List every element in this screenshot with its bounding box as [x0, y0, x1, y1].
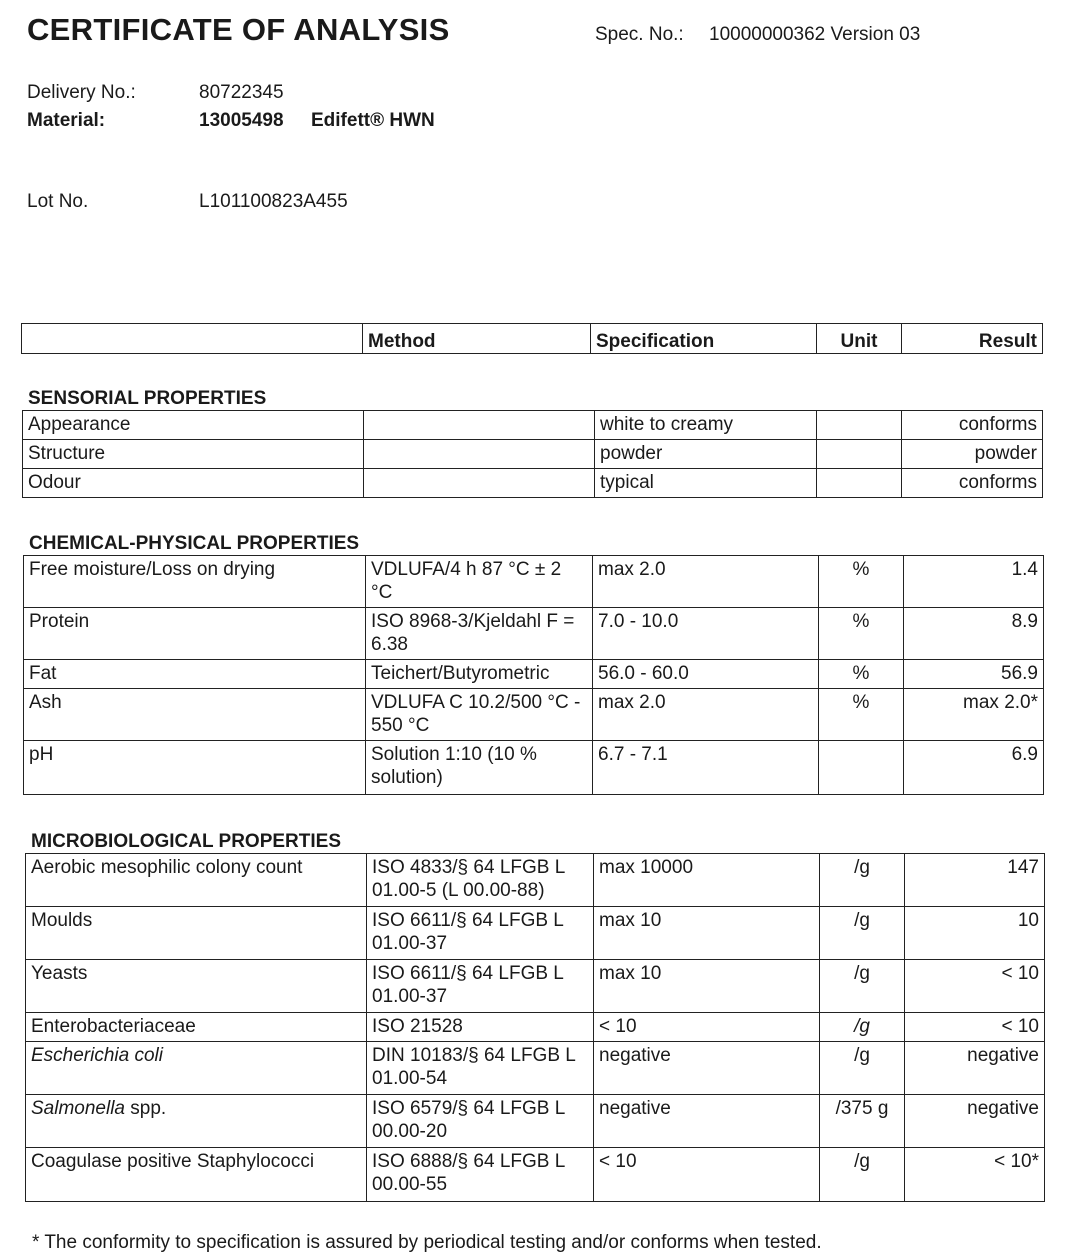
- property-name: Coagulase positive Staphylococci: [26, 1148, 367, 1202]
- spec-cell: max 10: [594, 907, 820, 960]
- method-cell: VDLUFA/4 h 87 °C ± 2 °C: [366, 556, 593, 608]
- spec-no-value: 10000000362 Version 03: [709, 24, 921, 45]
- unit-cell: /375 g: [820, 1095, 905, 1148]
- method-cell: [364, 411, 595, 440]
- result-cell: 147: [905, 854, 1045, 907]
- unit-cell: [817, 440, 902, 469]
- spec-cell: < 10: [594, 1013, 820, 1042]
- spec-cell: < 10: [594, 1148, 820, 1202]
- material-name: Edifett® HWN: [311, 110, 435, 131]
- method-cell: [364, 440, 595, 469]
- table-row: [26, 854, 1045, 907]
- col-empty: [22, 324, 363, 354]
- property-name: Enterobacteriaceae: [26, 1013, 367, 1042]
- spec-cell: typical: [595, 469, 817, 498]
- result-cell: < 10*: [905, 1148, 1045, 1202]
- spec-cell: powder: [595, 440, 817, 469]
- result-cell: conforms: [902, 411, 1043, 440]
- unit-cell: /g: [820, 960, 905, 1013]
- method-cell: [364, 469, 595, 498]
- col-unit: Unit: [817, 324, 902, 354]
- spec-cell: 6.7 - 7.1: [593, 741, 819, 795]
- table-row: [24, 556, 1044, 608]
- material-label: Material:: [27, 110, 106, 131]
- table-row: [26, 1095, 1045, 1148]
- section-title-micro: MICROBIOLOGICAL PROPERTIES: [31, 831, 342, 852]
- property-name-italic: Salmonella: [31, 1098, 125, 1119]
- spec-cell: max 10: [594, 960, 820, 1013]
- result-cell: negative: [905, 1042, 1045, 1095]
- table-row: [26, 907, 1045, 960]
- delivery-label: Delivery No.:: [27, 82, 136, 103]
- result-cell: 8.9: [904, 608, 1044, 660]
- method-cell: ISO 6611/§ 64 LFGB L 01.00-37: [367, 960, 594, 1013]
- property-name: Yeasts: [26, 960, 367, 1013]
- delivery-value: 80722345: [199, 82, 284, 103]
- unit-cell: /g: [820, 907, 905, 960]
- property-name-suffix: spp.: [125, 1098, 167, 1119]
- spec-cell: max 10000: [594, 854, 820, 907]
- property-name: [26, 1095, 367, 1148]
- chemical-table: [23, 555, 1044, 795]
- property-name: Appearance: [23, 411, 364, 440]
- property-name: Ash: [24, 689, 366, 741]
- table-row: [26, 960, 1045, 1013]
- column-header-table: [21, 323, 1043, 354]
- micro-table: [25, 853, 1045, 1202]
- unit-cell: /g: [820, 1013, 905, 1042]
- spec-cell: max 2.0: [593, 556, 819, 608]
- method-cell: ISO 8968-3/Kjeldahl F = 6.38: [366, 608, 593, 660]
- spec-cell: white to creamy: [595, 411, 817, 440]
- property-name: Structure: [23, 440, 364, 469]
- spec-cell: negative: [594, 1095, 820, 1148]
- result-cell: < 10: [905, 1013, 1045, 1042]
- table-row: [26, 1013, 1045, 1042]
- method-cell: Solution 1:10 (10 % solution): [366, 741, 593, 795]
- footnote: * The conformity to specification is assured by periodical testing and/or conforms when tested.: [32, 1232, 822, 1253]
- method-cell: ISO 6611/§ 64 LFGB L 01.00-37: [367, 907, 594, 960]
- method-cell: Teichert/Butyrometric: [366, 660, 593, 689]
- result-cell: 10: [905, 907, 1045, 960]
- table-row: [24, 608, 1044, 660]
- spec-cell: 7.0 - 10.0: [593, 608, 819, 660]
- table-row: [24, 741, 1044, 795]
- unit-cell: /g: [820, 1148, 905, 1202]
- property-name: Free moisture/Loss on drying: [24, 556, 366, 608]
- material-code: 13005498: [199, 110, 284, 131]
- lot-value: L101100823A455: [199, 191, 348, 212]
- table-row: [26, 1042, 1045, 1095]
- result-cell: 1.4: [904, 556, 1044, 608]
- spec-no-label: Spec. No.:: [595, 24, 684, 45]
- property-name: Odour: [23, 469, 364, 498]
- property-name: Aerobic mesophilic colony count: [26, 854, 367, 907]
- method-cell: VDLUFA C 10.2/500 °C - 550 °C: [366, 689, 593, 741]
- result-cell: conforms: [902, 469, 1043, 498]
- table-row: [24, 660, 1044, 689]
- property-name: Protein: [24, 608, 366, 660]
- method-cell: ISO 6579/§ 64 LFGB L 00.00-20: [367, 1095, 594, 1148]
- unit-cell: [819, 741, 904, 795]
- section-title-sensorial: SENSORIAL PROPERTIES: [28, 388, 267, 409]
- table-row: [23, 469, 1043, 498]
- page-title: CERTIFICATE OF ANALYSIS: [27, 12, 450, 47]
- section-title-chemical: CHEMICAL-PHYSICAL PROPERTIES: [29, 533, 360, 554]
- col-specification: Specification: [591, 324, 817, 354]
- method-cell: ISO 21528: [367, 1013, 594, 1042]
- result-cell: max 2.0*: [904, 689, 1044, 741]
- method-cell: DIN 10183/§ 64 LFGB L 01.00-54: [367, 1042, 594, 1095]
- property-name: Escherichia coli: [26, 1042, 367, 1095]
- unit-cell: %: [819, 689, 904, 741]
- unit-cell: [817, 411, 902, 440]
- table-row: [24, 689, 1044, 741]
- property-name: pH: [24, 741, 366, 795]
- table-row: [26, 1148, 1045, 1202]
- unit-cell: /g: [820, 854, 905, 907]
- result-cell: 6.9: [904, 741, 1044, 795]
- result-cell: 56.9: [904, 660, 1044, 689]
- spec-cell: max 2.0: [593, 689, 819, 741]
- method-cell: ISO 4833/§ 64 LFGB L 01.00-5 (L 00.00-88): [367, 854, 594, 907]
- unit-cell: %: [819, 660, 904, 689]
- method-cell: ISO 6888/§ 64 LFGB L 00.00-55: [367, 1148, 594, 1202]
- sensorial-table: [22, 410, 1043, 498]
- unit-cell: [817, 469, 902, 498]
- spec-cell: 56.0 - 60.0: [593, 660, 819, 689]
- result-cell: powder: [902, 440, 1043, 469]
- spec-cell: negative: [594, 1042, 820, 1095]
- property-name: Fat: [24, 660, 366, 689]
- table-row: [23, 440, 1043, 469]
- result-cell: negative: [905, 1095, 1045, 1148]
- table-row: [23, 411, 1043, 440]
- col-method: Method: [363, 324, 591, 354]
- unit-cell: /g: [820, 1042, 905, 1095]
- property-name: Moulds: [26, 907, 367, 960]
- col-result: Result: [902, 324, 1043, 354]
- unit-cell: %: [819, 556, 904, 608]
- unit-cell: %: [819, 608, 904, 660]
- lot-label: Lot No.: [27, 191, 89, 212]
- result-cell: < 10: [905, 960, 1045, 1013]
